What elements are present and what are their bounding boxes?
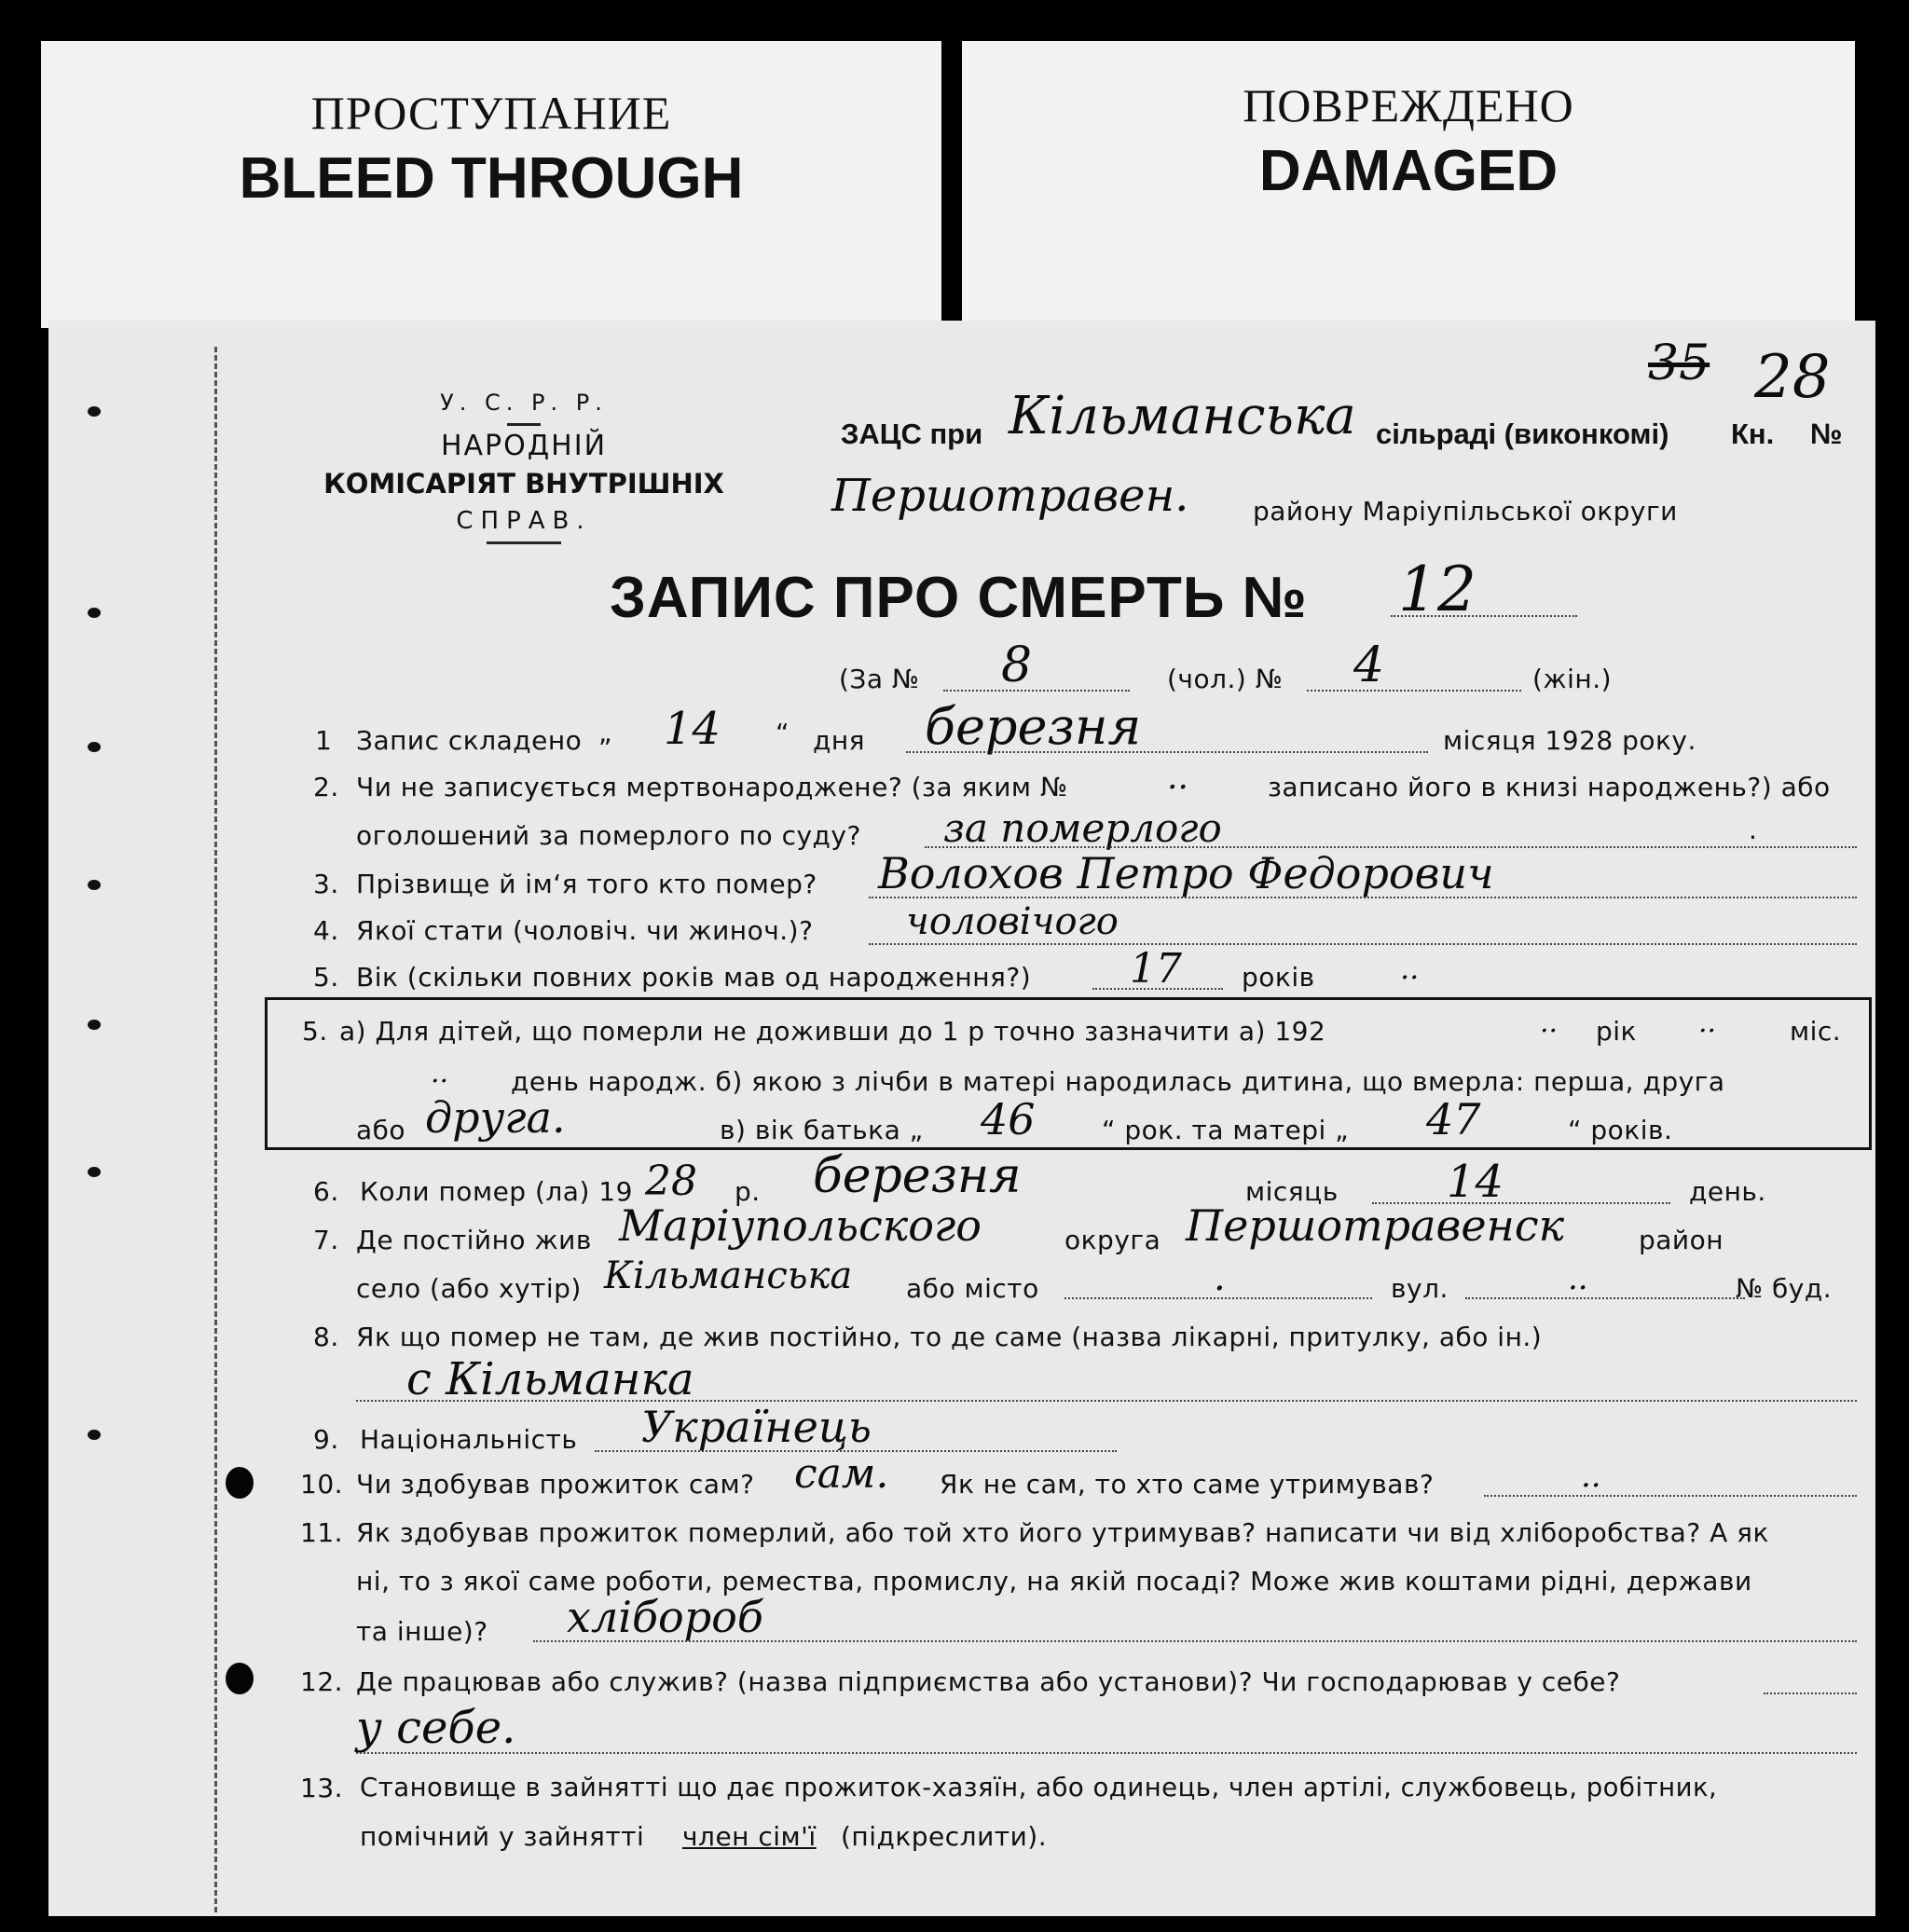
bleed-through-en: BLEED THROUGH <box>239 146 744 211</box>
year-abbr: р. <box>735 1176 761 1207</box>
self-supporting: сам. <box>794 1450 889 1498</box>
village-name: Кільманська <box>1009 386 1356 446</box>
birth-order: друга. <box>425 1092 566 1143</box>
ussr-header: У. С. Р. Р. <box>440 390 608 416</box>
death-month: березня <box>813 1148 1022 1204</box>
death-day: 14 <box>1447 1156 1504 1208</box>
workplace: у себе. <box>356 1702 516 1754</box>
field-1-label: Запис складено <box>356 725 583 756</box>
deceased-sex: чоловічого <box>906 900 1119 943</box>
punch-hole <box>88 1167 101 1177</box>
corner-number-crossed: 35 <box>1648 336 1710 391</box>
damaged-label <box>962 41 1855 328</box>
field-7-number: 7. <box>313 1225 339 1255</box>
bleed-through-ru: ПРОСТУПАНИЕ <box>310 87 672 139</box>
field-13-line-1: Становище в зайнятті що дає прожиток-хазяїн, або одинець, член артілі, службовець, робітник, <box>360 1773 1718 1802</box>
okruha-label: округа <box>1064 1225 1161 1255</box>
record-day: 14 <box>664 703 721 755</box>
residence-city: . <box>1214 1256 1226 1299</box>
occupation: хлібороб <box>567 1592 763 1642</box>
field-2-line-1-tail: записано його в книзі народжень?) або <box>1268 772 1831 802</box>
district-suffix: району Маріупільської округи <box>1253 496 1678 527</box>
field-11-line-3: та інше)? <box>356 1616 488 1647</box>
deceased-age: 17 <box>1130 945 1182 993</box>
field-4-number: 4. <box>313 915 339 946</box>
field-8-number: 8. <box>313 1322 339 1352</box>
residence-raion: Першотравенск <box>1186 1200 1565 1251</box>
field-10-label-2: Як не сам, то хто саме утримував? <box>940 1469 1435 1500</box>
field-13-line-2a: помічний у зайнятті <box>360 1821 645 1852</box>
commissariat-line-1: НАРОДНІЙ <box>440 430 608 462</box>
book-number-label: № <box>1810 418 1843 450</box>
field-11-line-2: ні, то з якої саме роботи, ремества, промислу, на якій посаді? Може жив коштами рідні, держави <box>356 1566 1752 1596</box>
field-11-number: 11. <box>300 1517 344 1548</box>
end-mark: . <box>1749 815 1758 845</box>
field-7-label: Де постійно жив <box>356 1225 592 1255</box>
raion-label: район <box>1639 1225 1724 1255</box>
field-9-number: 9. <box>313 1424 339 1455</box>
or-label: або <box>356 1115 406 1145</box>
record-number: 12 <box>1398 554 1476 625</box>
residence-okruha: Маріупольского <box>619 1200 982 1251</box>
commissariat-header <box>291 384 757 546</box>
punch-hole <box>88 406 101 417</box>
residence-street: .. <box>1568 1260 1588 1297</box>
field-9-label: Національність <box>360 1424 578 1455</box>
record-month: березня <box>925 697 1142 756</box>
field-5a-number: 5. <box>302 1016 328 1047</box>
age-extra: .. <box>1400 951 1420 986</box>
men-label: (чол.) № <box>1167 664 1284 694</box>
punch-hole <box>88 880 101 890</box>
field-6-label: Коли помер (ла) 19 <box>360 1176 633 1207</box>
death-record-form <box>48 321 1875 1916</box>
field-3-label: Прізвище й ім‘я того кто помер? <box>356 869 817 899</box>
binding-hole <box>226 1663 254 1694</box>
field-10-number: 10. <box>300 1469 344 1500</box>
family-member-underlined: член сім'ї <box>682 1821 817 1852</box>
field-2-line-1: Чи не записується мертвонароджене? (за яким № <box>356 772 1068 802</box>
field-8-label: Як що помер не там, де жив постійно, то де саме (назва лікарні, притулку, або ін.) <box>356 1322 1543 1352</box>
field-11-line-1: Як здобував прожиток померлий, або той хто його утримував? написати чи від хліборобства? А як <box>356 1517 1769 1548</box>
year-label: рік <box>1596 1016 1637 1047</box>
death-place: с Кільманка <box>406 1353 694 1405</box>
punch-hole <box>88 608 101 618</box>
commissariat-line-3: СПРАВ. <box>456 507 592 535</box>
declared-dead-value: за померлого <box>943 805 1222 851</box>
book-label: Кн. <box>1731 418 1775 450</box>
infant-birth-year: .. <box>1540 1007 1559 1039</box>
record-title: ЗАПИС ПРО СМЕРТЬ № <box>610 566 1308 630</box>
field-2-line-2: оголошений за померлого по суду? <box>356 820 861 851</box>
field-3-number: 3. <box>313 869 339 899</box>
field-5-label: Вік (скільки повних років мав од народження?) <box>356 962 1032 993</box>
field-5a-line-1: а) Для дітей, що померли не доживши до 1 р точно зазначити а) 192 <box>339 1016 1326 1047</box>
age-unit: років <box>1242 962 1315 993</box>
supported-by: .. <box>1581 1458 1601 1495</box>
years-tail: “ років. <box>1568 1115 1673 1145</box>
women-label: (жін.) <box>1532 664 1613 694</box>
quote-close: “ <box>776 718 790 748</box>
month-label: міс. <box>1790 1016 1842 1047</box>
field-2-number: 2. <box>313 772 339 802</box>
field-12-label: Де працював або служив? (назва підприємства або установи)? Чи господарював у себе? <box>356 1666 1621 1697</box>
day-label: дня <box>813 725 866 756</box>
infant-birth-month: .. <box>1698 1007 1717 1039</box>
punch-hole <box>88 1430 101 1440</box>
field-13-line-2b: (підкреслити). <box>841 1821 1048 1852</box>
month-word: місяць <box>1245 1176 1339 1207</box>
field-13-number: 13. <box>300 1773 344 1803</box>
house-label: № буд. <box>1736 1273 1833 1304</box>
zags-prefix: ЗАЦС при <box>841 418 983 450</box>
damaged-ru: ПОВРЕЖДЕНО <box>1243 79 1574 131</box>
field-2-value: .. <box>1167 759 1188 797</box>
nationality: Українець <box>641 1402 872 1452</box>
subtitle-za: (За № <box>839 664 920 694</box>
perforation-line <box>214 347 217 1912</box>
binding-hole <box>226 1467 254 1499</box>
or-city-label: або місто <box>906 1273 1039 1304</box>
men-count: 8 <box>1001 637 1033 693</box>
day-word: день. <box>1689 1176 1766 1207</box>
field-1-tail: місяця 1928 року. <box>1443 725 1696 756</box>
deceased-name: Волохов Петро Федорович <box>878 848 1494 898</box>
district-name: Першотравен. <box>831 470 1189 522</box>
infant-birth-day: .. <box>431 1057 449 1089</box>
field-5-number: 5. <box>313 962 339 993</box>
damaged-en: DAMAGED <box>1258 139 1559 203</box>
bleed-through-label <box>41 41 941 328</box>
corner-number: 28 <box>1754 343 1831 412</box>
field-1-number: 1 <box>315 725 333 756</box>
field-12-number: 12. <box>300 1666 344 1697</box>
commissariat-line-2: КОМІСАРІЯТ ВНУТРІШНІХ <box>323 468 724 500</box>
father-age: 46 <box>981 1094 1036 1144</box>
women-count: 4 <box>1353 637 1385 693</box>
field-10-label: Чи здобував прожиток сам? <box>356 1469 755 1500</box>
mother-age: 47 <box>1426 1094 1481 1144</box>
punch-hole <box>88 1020 101 1030</box>
mother-age-label: “ рок. та матері „ <box>1102 1115 1350 1145</box>
zags-suffix: сільраді (виконкомі) <box>1376 418 1669 450</box>
field-5a-line-2: день народж. б) якою з лічби в матері народилась дитина, що вмерла: перша, друга <box>511 1066 1725 1097</box>
punch-hole <box>88 742 101 752</box>
selo-label: село (або хутір) <box>356 1273 582 1304</box>
field-4-label: Якої стати (чоловіч. чи жиноч.)? <box>356 915 814 946</box>
street-label: вул. <box>1391 1273 1449 1304</box>
father-age-label: в) вік батька „ <box>720 1115 924 1145</box>
quote-open: „ <box>598 718 613 748</box>
field-6-number: 6. <box>313 1176 339 1207</box>
death-year: 28 <box>645 1158 697 1205</box>
residence-village: Кільманська <box>604 1254 853 1297</box>
